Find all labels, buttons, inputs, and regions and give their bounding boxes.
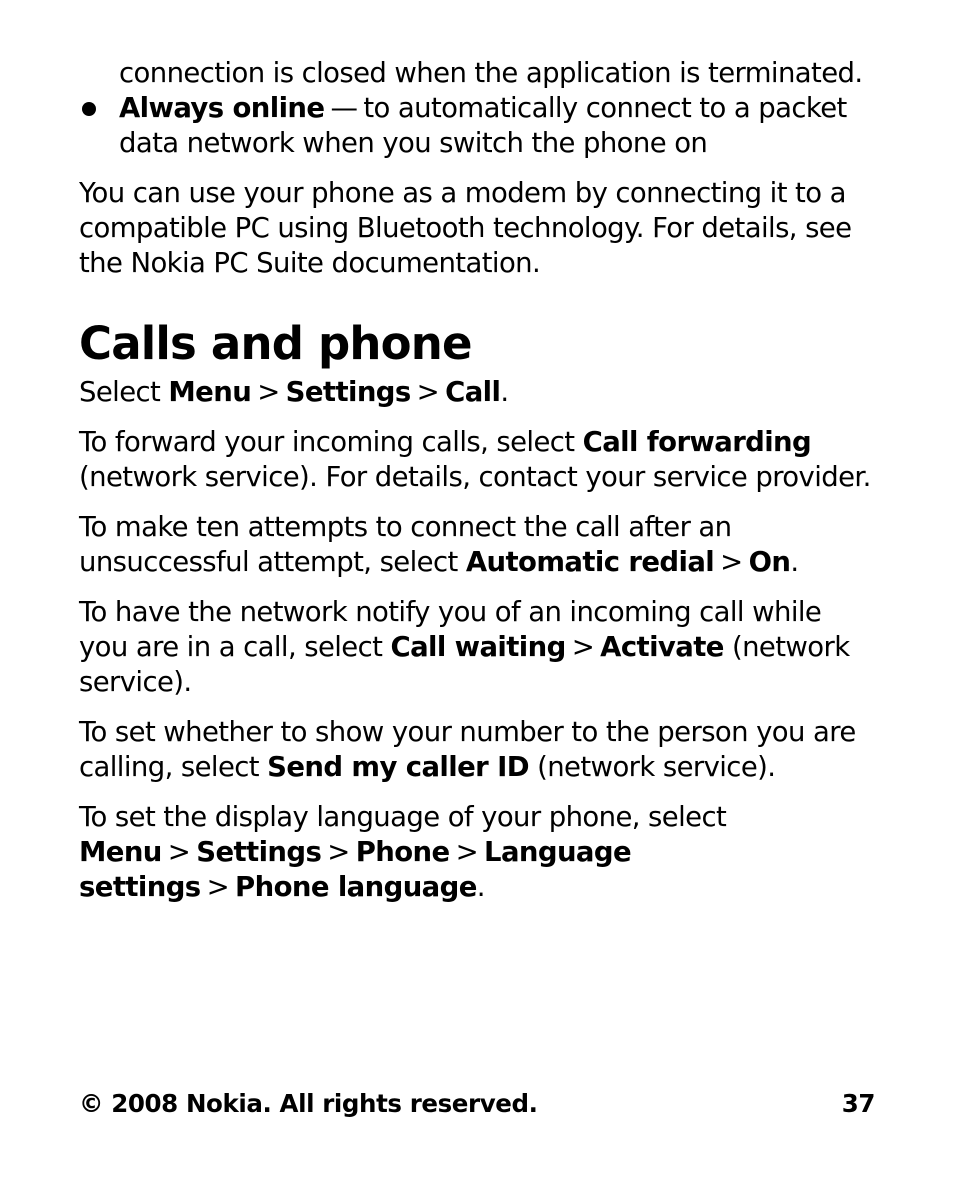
path-separator: > <box>167 836 191 868</box>
menu-path-paragraph <box>79 375 875 410</box>
term-send-my-caller-id: Send my caller ID <box>267 751 529 783</box>
page-footer <box>79 1087 875 1121</box>
text-run: (network service). For details, contact your service provider. <box>79 461 871 493</box>
path-settings: Settings <box>196 836 322 868</box>
manual-page <box>79 56 875 905</box>
bullet-term: Always online <box>119 92 325 124</box>
bullet-text: to automatically connect to a packet data network when you switch the phone on <box>119 92 847 159</box>
section-heading: Calls and phone <box>79 317 472 370</box>
caller-id-paragraph <box>79 715 875 785</box>
text-run: To set whether to show your number to the person you are calling, select <box>79 716 856 783</box>
call-waiting-paragraph <box>79 595 875 700</box>
path-phone: Phone <box>355 836 450 868</box>
text-run: To have the network notify you of an incoming call while you are in a call, select <box>79 596 822 663</box>
path-separator: > <box>257 376 280 408</box>
path-separator: > <box>455 836 479 868</box>
path-separator: > <box>206 871 230 903</box>
text-run: To make ten attempts to connect the call after an unsuccessful attempt, select <box>79 511 732 578</box>
period: . <box>790 546 799 578</box>
period: . <box>500 376 509 408</box>
bullet-icon <box>82 102 96 116</box>
path-settings: Settings <box>285 376 411 408</box>
path-separator: > <box>571 631 595 663</box>
text-run: (network service). <box>79 631 850 698</box>
select-prefix: Select <box>79 376 161 408</box>
path-call: Call <box>445 376 501 408</box>
display-language-paragraph <box>79 800 875 905</box>
term-call-forwarding: Call forwarding <box>582 426 812 458</box>
page-number: 37 <box>841 1089 875 1118</box>
period: . <box>476 871 485 903</box>
text-run: To forward your incoming calls, select <box>79 426 575 458</box>
em-dash: — <box>330 92 358 124</box>
path-menu: Menu <box>79 836 162 868</box>
continued-text: connection is closed when the application is terminated. <box>119 57 863 89</box>
call-forwarding-paragraph <box>79 425 875 495</box>
path-separator: > <box>327 836 350 868</box>
automatic-redial-paragraph <box>79 510 875 580</box>
path-language-settings: Language settings <box>79 836 632 903</box>
path-separator: > <box>720 546 743 578</box>
copyright-notice: © 2008 Nokia. All rights reserved. <box>79 1089 538 1118</box>
modem-paragraph: You can use your phone as a modem by connecting it to a compatible PC using Bluetooth technology. For details, see the Nokia PC Suite documentation. <box>79 177 852 279</box>
term-on: On <box>748 546 791 578</box>
text-run: (network service). <box>537 751 776 783</box>
text-run: To set the display language of your phone, select <box>79 801 727 833</box>
term-automatic-redial: Automatic redial <box>465 546 715 578</box>
term-call-waiting: Call waiting <box>390 631 566 663</box>
path-separator: > <box>416 376 440 408</box>
term-activate: Activate <box>600 631 724 663</box>
path-phone-language: Phone language <box>235 871 477 903</box>
bullet-item-always-online <box>79 91 875 161</box>
path-menu: Menu <box>168 376 252 408</box>
